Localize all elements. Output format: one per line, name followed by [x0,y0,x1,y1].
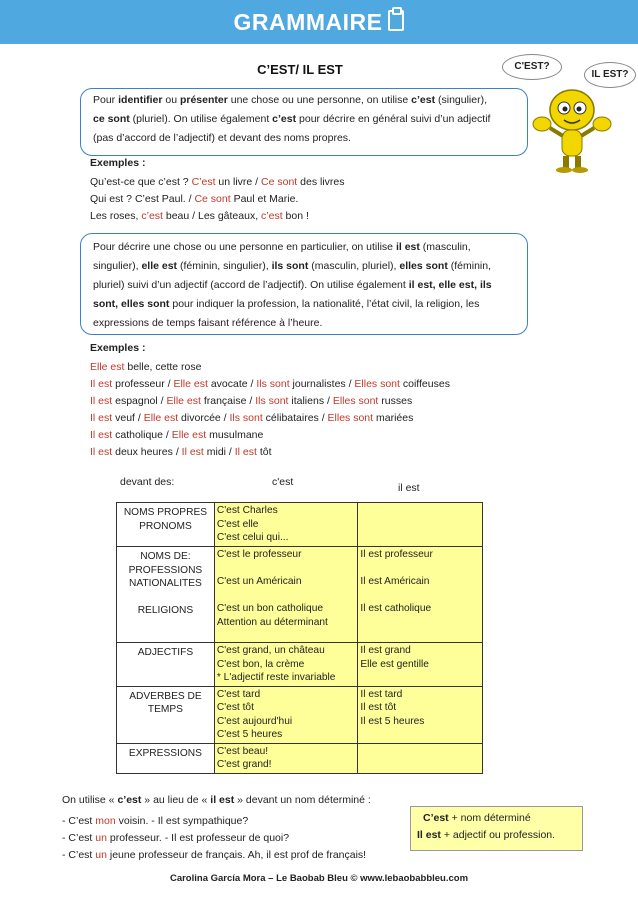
cell-line: ADJECTIFS [137,647,194,658]
text-segment: Les roses, [90,210,142,222]
bold-segment: C’est [423,812,449,824]
speech-bubble-cest: C'EST? [502,54,562,80]
text-segment: tôt [256,446,272,458]
cell-line: RELIGIONS [137,605,194,616]
category-cell [117,643,215,687]
category-cell [117,547,215,643]
text-segment: musulmane [206,429,264,441]
cell-line: NATIONALITES [129,578,202,589]
highlight-segment: Ils sont [255,395,289,407]
highlight-segment: mon [95,815,116,827]
cell-line [360,562,480,576]
highlight-segment: Il est [90,446,113,458]
highlight-segment: Elles sont [332,395,379,407]
box2-line [93,238,527,257]
cell-line: Il est catholique [360,603,432,614]
cell-line: C'est elle [216,518,259,530]
highlight-segment: Elle est [173,378,208,390]
text-segment: espagnol / [112,395,167,407]
bold-segment: c’est [117,794,142,806]
note-line [62,847,371,864]
cell-line: C'est le professeur [216,549,302,560]
text-segment: jeune professeur de français. Ah, il est prof de français! [106,849,367,861]
table-header-devant: devant des: [120,476,175,488]
bold-segment: c’est [272,113,297,125]
text-segment: célibataires / [262,412,328,424]
bold-segment: il est, elle est, ils [408,279,492,291]
cell-line: Attention au déterminant [216,616,328,628]
highlight-segment: Il est [90,429,113,441]
cell-line: Il est 5 heures [360,715,425,727]
text-segment: + adjectif ou profession. [440,829,556,841]
cest-cell [214,686,358,743]
bold-segment: elle est [141,260,178,272]
example-line [90,393,450,410]
banner-title: GRAMMAIRE [233,9,383,35]
box1-line [93,110,527,129]
cest-cell [214,547,358,643]
text-segment: On utilise « [62,794,118,806]
text-segment: mariées [373,412,414,424]
bold-segment: il est [395,241,420,253]
comparison-table [116,502,483,774]
cell-line: C'est un bon catholique [216,603,324,614]
text-segment: bon ! [282,210,309,222]
cell-line [217,589,356,603]
text-segment: avocate / [207,378,257,390]
cell-line: C'est tôt [216,702,254,713]
cell-line: NOMS PROPRES [123,507,208,518]
highlight-segment: Elle est [166,395,201,407]
highlight-segment: c’est [261,210,283,222]
cell-line: Il est tôt [360,702,397,713]
cell-line: C'est grand! [216,759,272,770]
highlight-segment: Il est [90,378,113,390]
footer: Carolina García Mora – Le Baobab Bleu © www.lebaobabbleu.com [169,873,469,884]
cell-line: * L'adjectif reste invariable [216,672,336,683]
highlight-segment: Il est [181,446,204,458]
text-segment: midi / [203,446,235,458]
cell-line [217,562,356,576]
cest-cell [214,743,358,773]
box2-line [93,257,527,276]
bold-segment: c’est [411,94,436,106]
example-line [90,208,344,225]
text-segment: des livres [297,176,345,188]
examples-cest [90,155,344,225]
summary-line [417,827,582,844]
box2-line [93,276,527,295]
highlight-segment: Il est [90,412,113,424]
table-header-cest: c'est [272,476,294,488]
cell-line: C'est 5 heures [216,729,283,740]
table-row [117,547,483,643]
text-segment: Paul et Marie. [230,193,299,205]
ilest-cell [358,686,483,743]
text-segment: » devant un nom déterminé : [234,794,371,806]
example-line [90,359,450,376]
bold-segment: ils sont [271,260,309,272]
clipboard-icon [388,10,404,31]
text-segment: - C’est [62,815,96,827]
box2-line [93,314,527,333]
highlight-segment: un [95,832,107,844]
bold-segment: il est [210,794,235,806]
text-segment: pour décrire en général suivi d’un adjectif [296,113,491,125]
banner [0,0,638,44]
text-segment: - C’est [62,832,96,844]
ilest-cell [358,503,483,547]
text-segment: un livre / [215,176,262,188]
definition-box-ilest [80,233,528,335]
cell-line: Il est grand [360,645,411,656]
cest-cell [214,503,358,547]
text-segment: professeur. - Il est professeur de quoi? [106,832,290,844]
definition-box-cest [80,88,528,156]
text-segment: expressions de temps faisant référence à l’heure. [93,317,323,329]
text-segment: singulier), [93,260,142,272]
speech-bubble-ilest: IL EST? [584,62,636,88]
box1-line [93,91,527,110]
example-line [90,174,344,191]
text-segment: pluriel) suivi d’un adjectif (accord de l’adjectif). On utilise également [93,279,409,291]
ilest-cell [358,547,483,643]
text-segment: - C’est [62,849,96,861]
box1-line [93,129,527,148]
text-segment: (masculin, [419,241,471,253]
text-segment: (féminin, singulier), [177,260,272,272]
category-cell [117,686,215,743]
cell-line: ADVERBES DE [129,690,202,702]
text-segment: beau / Les gâteaux, [162,210,262,222]
text-segment: (masculin, pluriel), [308,260,400,272]
example-line [90,444,450,461]
cell-line: Il est tard [360,688,403,700]
bold-segment: ce sont [93,113,130,125]
example-line [90,427,450,444]
table-header-ilest: il est [398,482,420,494]
example-line [90,376,450,393]
bold-segment: elles sont [399,260,448,272]
box2-line [93,295,527,314]
cell-line: EXPRESSIONS [128,747,202,759]
ilest-cell [358,743,483,773]
text-segment: » au lieu de « [141,794,211,806]
highlight-segment: Ce sont [194,193,231,205]
category-cell [117,503,215,547]
text-segment: (pluriel). On utilise également [129,113,273,125]
ilest-cell [358,643,483,687]
highlight-segment: Ils sont [229,412,263,424]
table-row [117,643,483,687]
bold-segment: sont, elles sont [93,298,170,310]
text-segment: italiens / [288,395,333,407]
cell-line: C'est celui qui... [216,532,289,543]
highlight-segment: C’est [191,176,216,188]
cell-line: C'est Charles [216,505,278,516]
bold-segment: identifier [118,94,163,106]
text-segment: (féminin, [447,260,491,272]
note-intro [62,792,371,809]
cell-line: PRONOMS [139,520,192,532]
cell-line: C'est grand, un château [216,645,325,656]
example-line [90,410,450,427]
text-segment: ou [162,94,180,106]
cell-line: Il est professeur [360,549,433,560]
text-segment: une chose ou une personne, on utilise [227,94,412,106]
table-row [117,686,483,743]
text-segment: journalistes / [289,378,355,390]
text-segment: russes [378,395,413,407]
text-segment: deux heures / [112,446,182,458]
highlight-segment: Elle est [171,429,207,441]
cell-line: TEMPS [147,704,183,715]
text-segment: belle, cette rose [124,361,202,373]
cell-line: NOMS DE: [140,551,191,562]
text-segment: + nom déterminé [448,812,531,824]
bold-segment: Il est [417,829,441,841]
highlight-segment: Elles sont [354,378,400,390]
text-segment: voisin. - Il est sympathique? [115,815,249,827]
cell-line: C'est bon, la crème [216,658,305,670]
examples-heading: Exemples : [90,342,146,354]
cell-line: Il est Américain [360,576,430,587]
text-segment: Qu’est-ce que c’est ? [90,176,192,188]
summary-box [410,806,583,851]
character-icon [520,80,620,174]
text-segment: divorcée / [178,412,230,424]
cell-line: C'est beau! [216,745,269,757]
text-segment: (pas d’accord de l’adjectif) et devant des noms propres. [93,132,351,144]
summary-line [417,810,582,827]
text-segment: catholique / [112,429,172,441]
highlight-segment: un [95,849,107,861]
examples-heading: Exemples : [90,157,146,169]
cell-line [360,589,480,603]
text-segment: coiffeuses [399,378,450,390]
cest-cell [214,643,358,687]
bold-segment: présenter [179,94,228,106]
text-segment: Qui est ? C’est Paul. / [90,193,195,205]
cell-line [119,591,212,605]
note-section [62,792,371,864]
highlight-segment: Elle est [143,412,179,424]
text-segment: Pour décrire une chose ou une personne en particulier, on utilise [93,241,396,253]
table-row [117,503,483,547]
text-segment: professeur / [112,378,174,390]
highlight-segment: Elles sont [327,412,374,424]
page-title: C’EST/ IL EST [257,62,343,77]
text-segment: veuf / [112,412,144,424]
highlight-segment: Il est [90,395,113,407]
text-segment: française / [200,395,256,407]
cell-line: C'est aujourd'hui [216,715,293,727]
highlight-segment: c’est [141,210,163,222]
cell-line: C'est tard [216,688,261,700]
examples-ilest [90,340,450,461]
highlight-segment: Ce sont [261,176,298,188]
note-line [62,830,371,847]
text-segment: (singulier), [435,94,488,106]
highlight-segment: Il est [234,446,257,458]
cell-line: C'est un Américain [216,576,302,587]
category-cell [117,743,215,773]
highlight-segment: Ils sont [256,378,290,390]
cell-line: PROFESSIONS [128,564,203,576]
example-line [90,191,344,208]
cell-line: Elle est gentille [360,658,429,670]
text-segment: pour indiquer la profession, la nationalité, l’état civil, la religion, les [169,298,480,310]
note-line [62,813,371,830]
table-row [117,743,483,773]
text-segment: Pour [93,94,119,106]
highlight-segment: Elle est [90,361,125,373]
